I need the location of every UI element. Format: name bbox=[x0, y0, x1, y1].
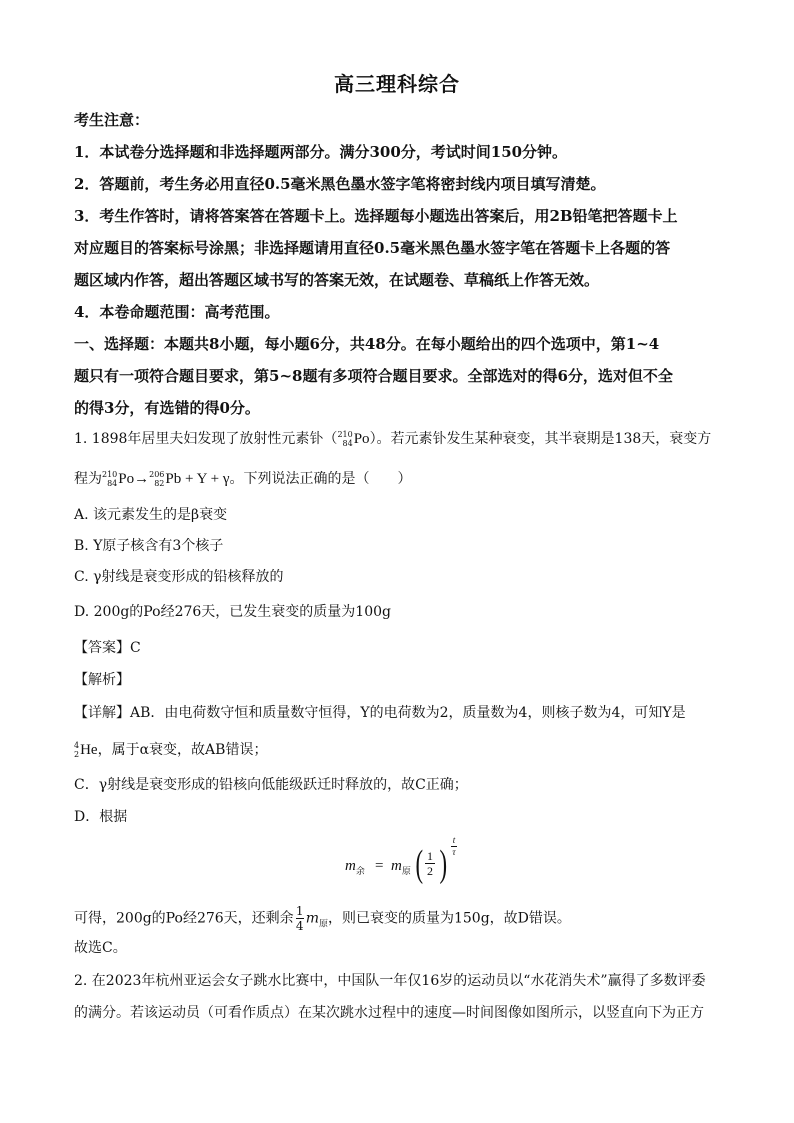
q1-option-b: B. Y原子核含有3个核子 bbox=[74, 538, 224, 554]
detail-label: 【详解】 bbox=[74, 705, 130, 721]
q1-detail-line-5 bbox=[74, 905, 571, 932]
section-heading-line-3: 的得3分，有选错的得0分。 bbox=[74, 399, 260, 417]
notice-item-1: 1．本试卷分选择题和非选择题两部分。满分300分，考试时间150分钟。 bbox=[74, 143, 568, 161]
po-nuclide-numbers-2 bbox=[102, 470, 117, 488]
notice-item-3-cont-2: 题区域内作答，超出答题区域书写的答案无效，在试题卷、草稿纸上作答无效。 bbox=[74, 271, 600, 289]
page-title: 高三理科综合 bbox=[334, 72, 460, 96]
equation-products: + Y + γ bbox=[181, 471, 230, 487]
detail-text-2: ，属于α衰变，故AB错误； bbox=[97, 742, 268, 758]
q1-detail-line-2 bbox=[74, 741, 267, 759]
detail-text-1: AB．由电荷数守恒和质量数守恒得，Y的电荷数为2，质量数为4，则核子数为4，可知Y是 bbox=[130, 705, 686, 721]
decay-formula bbox=[345, 835, 485, 890]
formula-paren-right: ) bbox=[439, 843, 448, 885]
q1-option-d: D. 200g的Po经276天，已发生衰变的质量为100g bbox=[74, 604, 391, 620]
po-atomic-number-2: 84 bbox=[107, 479, 118, 488]
he-nuclide-numbers bbox=[74, 741, 79, 759]
he-mass-number: 4 bbox=[74, 741, 80, 750]
q1-answer bbox=[74, 641, 141, 655]
detail-text-5a: 可得，200g的Po经276天，还剩余 bbox=[74, 910, 294, 927]
formula-exp-den: τ bbox=[452, 847, 456, 857]
notice-item-3: 3．考生作答时，请将答案答在答题卡上。选择题每小题选出答案后，用2B铅笔把答题卡上 bbox=[74, 207, 678, 225]
q2-stem-line-1: 2. 在2023年杭州亚运会女子跳水比赛中，中国队一年仅16岁的运动员以“水花消失术”赢得了多数评委 bbox=[74, 973, 706, 989]
q1-detail-line-1 bbox=[74, 706, 686, 720]
q1-stem-text-c: 程为 bbox=[74, 471, 102, 487]
he-atomic-number: 2 bbox=[74, 750, 80, 759]
q1-stem-text-b: ）。若元素钋发生某种衰变，其半衰期是138天，衰变方 bbox=[369, 431, 712, 447]
quarter-fraction bbox=[296, 905, 304, 932]
q1-detail-line-3: C．γ射线是衰变形成的铅核向低能级跃迁时释放的，故C正确； bbox=[74, 777, 468, 793]
notice-item-4: 4．本卷命题范围：高考范围。 bbox=[74, 303, 280, 321]
q1-option-a: A. 该元素发生的是β衰变 bbox=[74, 507, 228, 523]
detail-m-symbol: m bbox=[305, 910, 319, 927]
q1-stem-text-a: 1. 1898年居里夫妇发现了放射性元素钋（ bbox=[74, 431, 338, 447]
formula-lhs bbox=[345, 858, 365, 877]
section-heading-line-2: 题只有一项符合题目要求，第5~8题有多项符合题目要求。全部选对的得6分，选对但不全 bbox=[74, 367, 673, 385]
formula-paren-left: ( bbox=[415, 843, 424, 885]
notice-heading: 考生注意： bbox=[74, 111, 150, 129]
q2-stem-line-2: 的满分。若该运动员（可看作质点）在某次跳水过程中的速度—时间图像如图所示，以竖直向下为正方 bbox=[74, 1005, 704, 1021]
q1-detail-line-4: D．根据 bbox=[74, 809, 128, 825]
quarter-num: 1 bbox=[295, 904, 304, 918]
pb-mass-number: 206 bbox=[149, 470, 165, 479]
detail-m-sub: 原 bbox=[318, 919, 328, 930]
notice-item-2: 2．答题前，考生务必用直径0.5毫米黑色墨水签字笔将密封线内项目填写清楚。 bbox=[74, 175, 606, 193]
q1-option-c: C. γ射线是衰变形成的铅核释放的 bbox=[74, 569, 284, 585]
formula-exp-num: t bbox=[452, 835, 456, 845]
formula-lhs-m: m bbox=[345, 858, 356, 874]
notice-item-3-cont-1: 对应题目的答案标号涂黑；非选择题请用直径0.5毫米黑色墨水签字笔在答题卡上各题的答 bbox=[74, 239, 671, 257]
formula-rhs-m: m bbox=[391, 858, 402, 874]
q1-stem-text-d: 。下列说法正确的是（ ） bbox=[229, 471, 412, 487]
q1-analysis-label: 【解析】 bbox=[74, 672, 130, 688]
q1-stem-line-2 bbox=[74, 470, 412, 488]
answer-label: 【答案】 bbox=[74, 640, 130, 656]
formula-frac-num: 1 bbox=[427, 849, 433, 863]
pb-symbol: Pb bbox=[165, 471, 182, 487]
po-mass-number-2: 210 bbox=[102, 470, 118, 479]
po-symbol: Po bbox=[353, 431, 370, 447]
formula-rhs bbox=[391, 858, 411, 877]
po-symbol-2: Po bbox=[118, 471, 135, 487]
he-symbol: He bbox=[80, 742, 98, 758]
po-nuclide-numbers bbox=[337, 430, 352, 448]
section-heading-line-1: 一、选择题：本题共8小题，每小题6分，共48分。在每小题给出的四个选项中，第1~4 bbox=[74, 335, 660, 353]
formula-lhs-sub: 余 bbox=[355, 866, 365, 876]
reaction-arrow: → bbox=[134, 471, 150, 487]
answer-value: C bbox=[130, 640, 141, 656]
pb-nuclide-numbers bbox=[149, 470, 164, 488]
po-mass-number: 210 bbox=[337, 430, 353, 439]
formula-fraction bbox=[425, 850, 435, 877]
q1-conclusion: 故选C。 bbox=[74, 940, 127, 956]
formula-rhs-sub: 原 bbox=[401, 866, 411, 876]
formula-equals: = bbox=[375, 858, 384, 874]
po-atomic-number: 84 bbox=[342, 439, 353, 448]
detail-text-5b: ，则已衰变的质量为150g，故D错误。 bbox=[327, 910, 571, 927]
formula-exponent bbox=[451, 836, 457, 857]
formula-frac-den: 2 bbox=[427, 864, 433, 878]
quarter-den: 4 bbox=[295, 919, 304, 933]
q1-stem-line-1 bbox=[74, 430, 711, 448]
pb-atomic-number: 82 bbox=[154, 479, 165, 488]
